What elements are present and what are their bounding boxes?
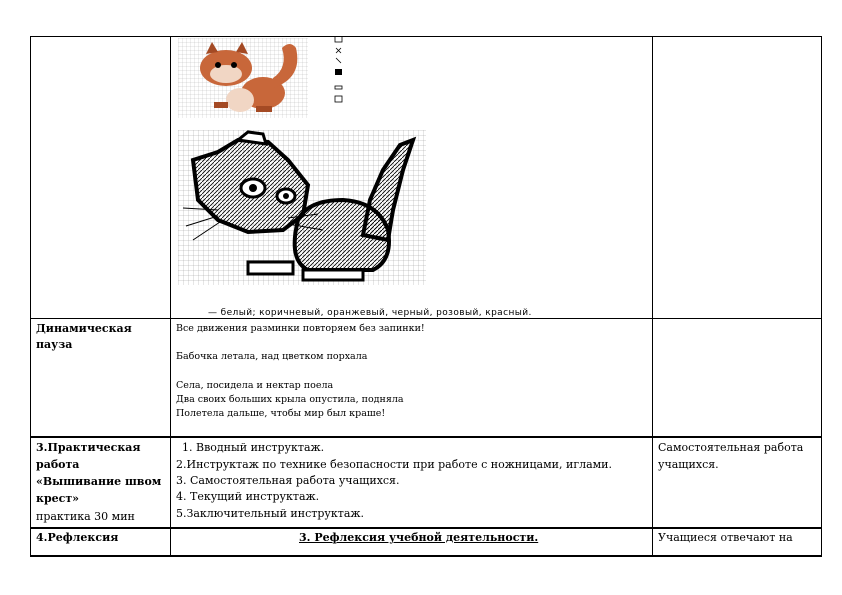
pause-rhyme-line-3: Села, посидела и нектар поела [176,380,334,391]
instruction-step-2: 2.Инструктаж по технике безопасности при работе с ножницами, иглами. [176,458,613,471]
pause-rhyme-line-4: Два своих больших крыла опустила, подняла [176,394,404,405]
students-activity-line-1: Самостоятельная работа [658,441,804,454]
squirrel-bw-pattern-image [178,130,426,285]
reflection-stage: 4.Рефлексия [36,531,119,544]
practical-stage-line-1: 3.Практическая [36,441,141,454]
practical-stage-line-3: «Вышивание швом [36,475,162,488]
pause-rhyme-line-1: Все движения разминки повторяем без запинки! [176,323,425,334]
table-top-border [30,36,822,37]
pause-rhyme-line-5: Полетела дальше, чтобы мир был краше! [176,408,386,419]
practical-stage-line-4: крест» [36,492,80,505]
row-divider-1 [30,318,822,319]
dynamic-pause-stage-line-2: пауза [36,338,73,351]
reflection-content: 3. Рефлексия учебной деятельности. [299,531,539,544]
instruction-step-3: 3. Самостоятельная работа учащихся. [176,474,400,487]
thread-colors-list: — белый; коричневый, оранжевый, черный, розовый, красный. [208,308,532,318]
instruction-step-4: 4. Текущий инструктаж. [176,490,320,503]
practical-duration: практика 30 мин [36,510,135,523]
table-bottom-border [30,555,822,557]
column-divider-2 [652,36,653,556]
column-divider-1 [170,36,171,556]
pause-rhyme-line-2: Бабочка летала, над цветком порхала [176,351,368,362]
table-left-border [30,36,31,556]
pattern-legend-strip [333,36,345,106]
students-activity-line-2: учащихся. [658,458,719,471]
practical-stage-line-2: работа [36,458,80,471]
squirrel-color-pattern-image [178,38,308,118]
row-divider-3 [30,527,822,529]
reflection-students: Учащиеся отвечают на [658,531,793,544]
instruction-step-1: 1. Вводный инструктаж. [182,441,325,454]
dynamic-pause-stage-line-1: Динамическая [36,322,132,335]
table-right-border [821,36,822,556]
instruction-step-5: 5.Заключительный инструктаж. [176,507,364,520]
row-divider-2 [30,436,822,438]
